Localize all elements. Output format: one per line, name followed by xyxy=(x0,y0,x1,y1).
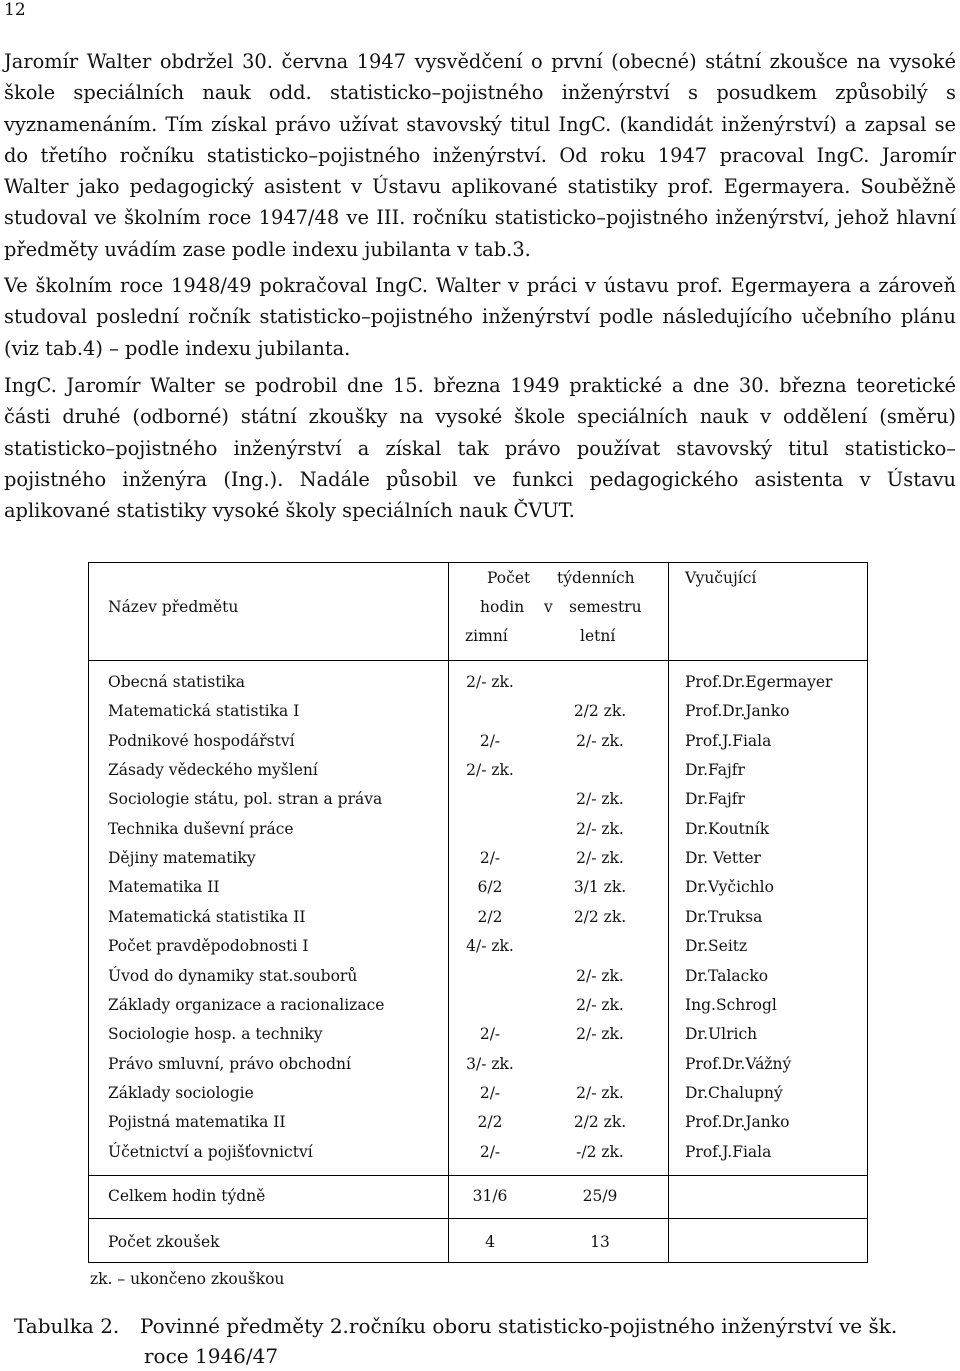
totals-row-exams xyxy=(0,1232,960,1252)
teacher-cell: Dr.Ulrich xyxy=(685,1025,758,1044)
teacher-cell: Dr.Talacko xyxy=(685,966,769,985)
header-summer: letní xyxy=(580,627,616,645)
subject-cell: Podnikové hospodářství xyxy=(108,731,295,750)
table-caption xyxy=(14,1311,959,1371)
paragraph-school-year-1948: Ve školním roce 1948/49 pokračoval IngC. Walter v práci v ústavu prof. Egermayera a zároveň studoval poslední ročník statisticko–pojistného inženýrství podle následujícího učebního plánu (viz tab.4) – podle indexu jubilanta. xyxy=(4,274,956,360)
subject-cell: Sociologie státu, pol. stran a práva xyxy=(108,790,383,809)
header-teacher: Vyučující xyxy=(685,569,757,587)
summer-hours-cell: 2/- zk. xyxy=(576,1025,624,1044)
winter-hours-cell: 2/- xyxy=(479,1083,501,1102)
teacher-cell: Dr.Fajfr xyxy=(685,761,745,780)
header-subject: Název předmětu xyxy=(108,598,239,616)
table-row xyxy=(0,1024,960,1044)
table-row xyxy=(0,701,960,721)
table-row xyxy=(0,877,960,897)
table-row-divider xyxy=(88,660,868,661)
winter-hours-cell: 2/2 xyxy=(477,1113,503,1132)
totals-winter: 31/6 xyxy=(472,1187,508,1205)
winter-hours-cell: 3/- zk. xyxy=(466,1054,514,1073)
table-row-divider xyxy=(88,1175,868,1176)
header-hours-word: týdenních xyxy=(557,569,635,587)
paragraph-exam-first: Jaromír Walter obdržel 30. června 1947 vysvědčení o první (obecné) státní zkoušce na vysoké škole speciálních nauk odd. statisticko–pojistného inženýrství s posudkem způsobilý s vyznamenáním. Tím získal právo užívat stavovský titul IngC. (kandidát inženýrství) a zapsal se do třetího ročníku statisticko–pojistného inženýrství. Od roku 1947 pracoval IngC. Jaromír Walter jako pedagogický asistent v Ústavu aplikované statistiky prof. Egermayera. Souběžně studoval ve školním roce 1947/48 ve III. ročníku statisticko–pojistného inženýrství, jehož hlavní předměty uvádím zase podle indexu jubilanta v tab.3. xyxy=(4,50,956,261)
caption-text: Povinné předměty 2.ročníku oboru statisticko-pojistného inženýrství ve šk. xyxy=(140,1314,898,1338)
subject-cell: Účetnictví a pojišťovnictví xyxy=(108,1142,313,1161)
totals-label: Počet zkoušek xyxy=(108,1233,220,1251)
paragraph-second-exam: IngC. Jaromír Walter se podrobil dne 15. března 1949 praktické a dne 30. března teoretické části druhé (odborné) státní zkoušky na vysoké škole speciálních nauk v oddělení (směru) statisticko–pojistného inženýrství a získal tak právo používat stavovský titul statisticko–pojistného inženýra (Ing.). Nadále působil ve funkci pedagogického asistenta v Ústavu aplikované statistiky vysoké školy speciálních nauk ČVUT. xyxy=(4,374,956,523)
totals-winter: 4 xyxy=(485,1233,495,1251)
subject-cell: Pojistná matematika II xyxy=(108,1113,286,1132)
summer-hours-cell: -/2 zk. xyxy=(576,1142,624,1161)
summer-hours-cell: 2/- zk. xyxy=(576,819,624,838)
header-hours-word: Počet xyxy=(487,569,531,587)
table-row xyxy=(0,672,960,692)
teacher-cell: Dr.Fajfr xyxy=(685,790,745,809)
winter-hours-cell: 2/- zk. xyxy=(466,761,514,780)
table-row xyxy=(0,995,960,1015)
header-hours-word: v xyxy=(544,598,553,616)
table-row xyxy=(0,907,960,927)
teacher-cell: Prof.Dr.Vážný xyxy=(685,1054,792,1073)
summer-hours-cell: 3/1 zk. xyxy=(573,878,627,897)
teacher-cell: Prof.J.Fiala xyxy=(685,731,772,750)
teacher-cell: Dr.Seitz xyxy=(685,937,748,956)
subject-cell: Matematika II xyxy=(108,878,220,897)
teacher-cell: Prof.Dr.Janko xyxy=(685,1113,790,1132)
winter-hours-cell: 6/2 xyxy=(477,878,503,897)
table-row xyxy=(0,1054,960,1074)
totals-summer: 13 xyxy=(590,1233,610,1251)
subject-cell: Sociologie hosp. a techniky xyxy=(108,1025,323,1044)
summer-hours-cell: 2/- zk. xyxy=(576,790,624,809)
subject-cell: Počet pravděpodobnosti I xyxy=(108,937,309,956)
winter-hours-cell: 2/- xyxy=(479,731,501,750)
header-hours-word: semestru xyxy=(569,598,642,616)
caption-label: Tabulka 2. xyxy=(14,1314,120,1338)
teacher-cell: Ing.Schrogl xyxy=(685,995,777,1014)
table-row xyxy=(0,819,960,839)
teacher-cell: Dr.Vyčichlo xyxy=(685,878,774,897)
summer-hours-cell: 2/2 zk. xyxy=(573,1113,627,1132)
subject-cell: Matematická statistika I xyxy=(108,702,300,721)
subject-cell: Základy sociologie xyxy=(108,1083,254,1102)
summer-hours-cell: 2/- zk. xyxy=(576,995,624,1014)
subject-cell: Zásady vědeckého myšlení xyxy=(108,761,318,780)
totals-summer: 25/9 xyxy=(582,1187,618,1205)
teacher-cell: Prof.Dr.Egermayer xyxy=(685,673,833,691)
winter-hours-cell: 4/- zk. xyxy=(466,937,514,956)
header-hours-word: hodin xyxy=(480,598,525,616)
table-row xyxy=(0,1112,960,1132)
subject-cell: Úvod do dynamiky stat.souborů xyxy=(108,966,358,985)
summer-hours-cell: 2/- zk. xyxy=(576,849,624,868)
summer-hours-cell: 2/- zk. xyxy=(576,731,624,750)
teacher-cell: Dr.Truksa xyxy=(685,907,763,926)
teacher-cell: Dr.Koutník xyxy=(685,819,770,838)
table-row xyxy=(0,848,960,868)
table-row xyxy=(0,731,960,751)
subject-cell: Matematická statistika II xyxy=(108,907,306,926)
summer-hours-cell: 2/2 zk. xyxy=(573,907,627,926)
caption-text-continued: roce 1946/47 xyxy=(144,1344,279,1368)
subject-cell: Technika duševní práce xyxy=(108,819,294,838)
table-footnote: zk. – ukončeno zkouškou xyxy=(90,1270,285,1288)
subject-cell: Právo smluvní, právo obchodní xyxy=(108,1054,351,1073)
table-row-divider xyxy=(88,1218,868,1219)
table-row xyxy=(0,936,960,956)
winter-hours-cell: 2/- xyxy=(479,1025,501,1044)
totals-label: Celkem hodin týdně xyxy=(108,1187,266,1205)
teacher-cell: Dr.Chalupný xyxy=(685,1083,783,1102)
winter-hours-cell: 2/2 xyxy=(477,907,503,926)
subject-cell: Obecná statistika xyxy=(108,673,246,691)
table-row xyxy=(0,966,960,986)
teacher-cell: Prof.Dr.Janko xyxy=(685,702,790,721)
summer-hours-cell: 2/2 zk. xyxy=(573,702,627,721)
table-row xyxy=(0,1142,960,1162)
header-winter: zimní xyxy=(465,627,508,645)
summer-hours-cell: 2/- zk. xyxy=(576,966,624,985)
winter-hours-cell: 2/- zk. xyxy=(466,673,514,691)
table-row xyxy=(0,760,960,780)
table-row xyxy=(0,1083,960,1103)
subject-cell: Základy organizace a racionalizace xyxy=(108,995,385,1014)
teacher-cell: Dr. Vetter xyxy=(685,849,761,868)
teacher-cell: Prof.J.Fiala xyxy=(685,1142,772,1161)
table-row xyxy=(0,789,960,809)
totals-row-hours xyxy=(0,1186,960,1206)
page-number: 12 xyxy=(4,0,26,20)
winter-hours-cell: 2/- xyxy=(479,849,501,868)
subject-cell: Dějiny matematiky xyxy=(108,849,256,868)
summer-hours-cell: 2/- zk. xyxy=(576,1083,624,1102)
winter-hours-cell: 2/- xyxy=(479,1142,501,1161)
